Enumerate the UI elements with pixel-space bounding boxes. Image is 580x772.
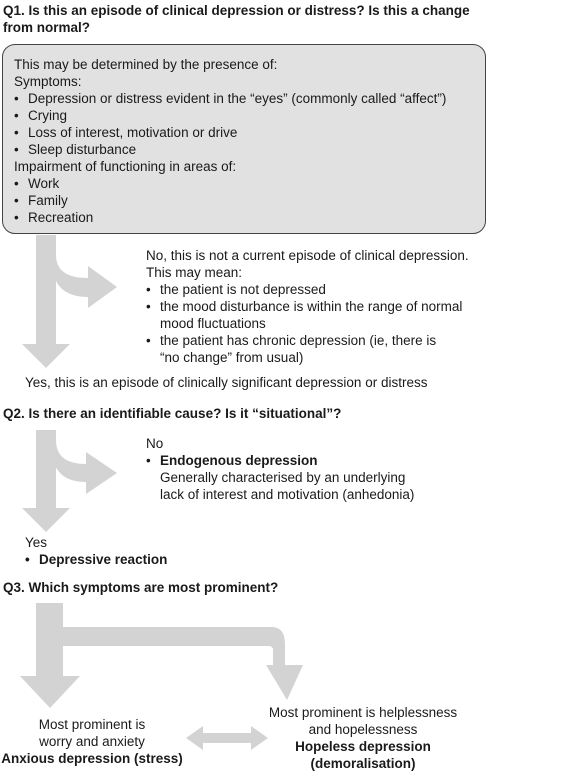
q1-criteria-box xyxy=(2,44,486,234)
endogenous-desc2: lack of interest and motivation (anhedonia) xyxy=(160,487,415,502)
right-line2: and hopelessness xyxy=(308,722,418,737)
q2-yes-arrow xyxy=(22,430,70,532)
symptoms-list xyxy=(14,90,484,158)
area-item: • Work xyxy=(14,175,484,192)
area-item: • Family xyxy=(14,192,484,209)
q2-no-label: No xyxy=(146,436,164,451)
anxious-depression-label: Anxious depression (stress) xyxy=(1,751,183,766)
impairment-label: Impairment of functioning in areas of: xyxy=(14,159,237,174)
demoralisation-label: (demoralisation) xyxy=(310,756,416,771)
q2-yes-branch xyxy=(25,534,167,568)
q3-right-outcome xyxy=(258,704,468,772)
q1-no-line1: No, this is not a current episode of clinical depression. xyxy=(146,248,469,263)
double-headed-arrow xyxy=(186,726,268,750)
q1-title-line2: from normal? xyxy=(3,20,91,35)
q1-yes-text: Yes, this is an episode of clinically significant depression or distress xyxy=(25,375,428,390)
q1-no-list xyxy=(146,281,576,366)
symptom-item: • Crying xyxy=(14,107,484,124)
q2-question: Q2. Is there an identifiable cause? Is it “situational”? xyxy=(3,406,342,421)
left-line1: Most prominent is xyxy=(38,717,146,732)
q1-no-branch xyxy=(146,247,576,366)
q3-question: Q3. Which symptoms are most prominent? xyxy=(3,580,279,595)
symptom-item: • Loss of interest, motivation or drive xyxy=(14,124,484,141)
q2-no-list xyxy=(146,452,546,503)
q2-yes-list xyxy=(25,551,167,568)
q2-yes-label: Yes xyxy=(25,535,48,550)
q1-question xyxy=(3,2,578,36)
areas-list xyxy=(14,175,484,226)
q1-no-item: • the mood disturbance is within the range of normal mood fluctuations xyxy=(146,298,576,332)
right-line1: Most prominent is helplessness xyxy=(268,705,458,720)
criteria-intro: This may be determined by the presence of: xyxy=(14,57,278,72)
area-item: • Recreation xyxy=(14,209,484,226)
left-line2: worry and anxiety xyxy=(39,734,145,749)
hopeless-depression-label: Hopeless depression xyxy=(295,739,431,754)
symptom-item: • Sleep disturbance xyxy=(14,141,484,158)
q2-no-branch xyxy=(146,435,546,503)
q2-no-item xyxy=(146,452,546,503)
q3-right-arrow xyxy=(63,627,303,700)
q1-no-line2: This may mean: xyxy=(146,265,243,280)
q3-left-outcome xyxy=(0,716,184,767)
q1-no-arrow xyxy=(52,255,117,308)
q3-left-arrow xyxy=(20,603,80,708)
q1-no-item: • the patient has chronic depression (ie, there is “no change” from usual) xyxy=(146,332,576,366)
q1-no-item: • the patient is not depressed xyxy=(146,281,576,298)
q1-yes-arrow xyxy=(22,235,70,368)
depressive-reaction-label: • Depressive reaction xyxy=(25,551,167,568)
endogenous-depression-label: Endogenous depression xyxy=(160,453,318,468)
symptoms-label: Symptoms: xyxy=(14,74,82,89)
q1-title-line1: Q1. Is this an episode of clinical depression or distress? Is this a change xyxy=(3,3,470,18)
endogenous-desc1: Generally characterised by an underlying xyxy=(160,470,406,485)
symptom-item: • Depression or distress evident in the “eyes” (commonly called “affect”) xyxy=(14,90,484,107)
q2-no-arrow xyxy=(52,440,117,494)
